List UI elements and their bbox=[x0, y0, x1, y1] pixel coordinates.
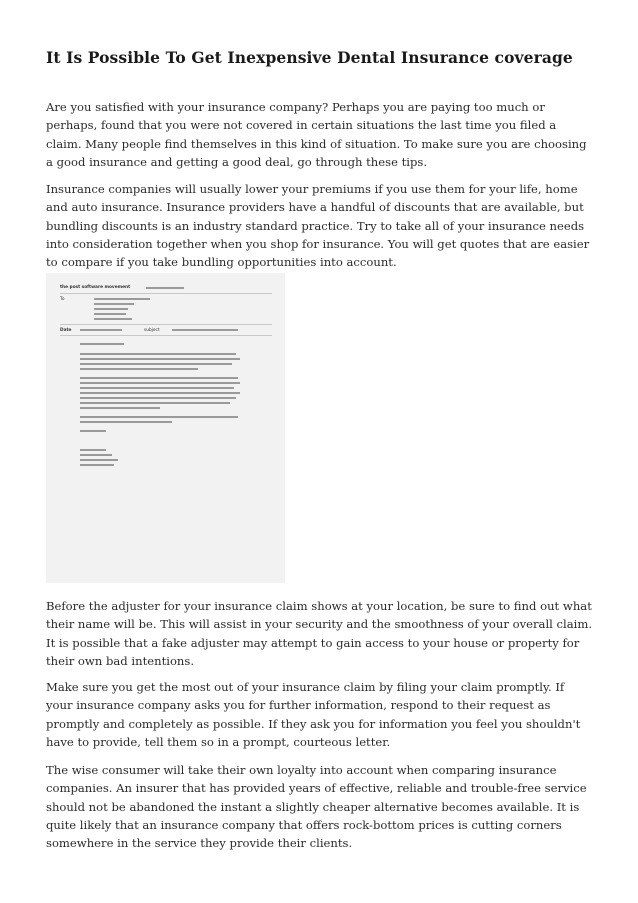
letter-line bbox=[80, 416, 238, 418]
letter-rule bbox=[60, 324, 272, 325]
letter-line bbox=[80, 382, 240, 384]
letter-line bbox=[80, 353, 236, 355]
letter-line bbox=[80, 430, 106, 432]
letter-line bbox=[80, 329, 122, 331]
letter-line bbox=[80, 464, 114, 466]
paragraph-filing: Make sure you get the most out of your insurance claim by filing your claim promptly. If your insurance company asks you for further information, respond to their request as promptly and completely as possible. If they ask you for information you feel you shouldn't have to provide, tell them so in a prompt, courteous letter. bbox=[46, 680, 581, 749]
letter-line bbox=[80, 397, 236, 399]
letter-line bbox=[80, 407, 160, 409]
letter-line bbox=[80, 343, 124, 345]
letterhead-text: the post software movement bbox=[60, 285, 131, 290]
letter-line bbox=[80, 454, 112, 456]
letter-line bbox=[172, 329, 238, 331]
letter-rule bbox=[60, 293, 272, 294]
paragraph-adjuster: Before the adjuster for your insurance claim shows at your location, be sure to find out what their name will be. This will assist in your security and the smoothness of your overall claim. It is possible that a fake adjuster may attempt to gain access to your house or property for their own bad intentions. bbox=[46, 599, 593, 668]
document-title: It Is Possible To Get Inexpensive Dental Insurance coverage bbox=[46, 48, 573, 67]
paragraph-intro: Are you satisfied with your insurance company? Perhaps you are paying too much or perhaps, found that you were not covered in certain situations the last time you filed a claim. Many people find themselves in this kind of situation. To make sure you are choosing a good insurance and getting a good deal, go through these tips. bbox=[46, 100, 587, 169]
letter-line bbox=[146, 287, 184, 289]
letter-line bbox=[94, 308, 128, 310]
letter-line bbox=[80, 358, 240, 360]
letter-line bbox=[80, 363, 232, 365]
letter-line bbox=[94, 313, 126, 315]
letter-line bbox=[80, 392, 240, 394]
paragraph-loyalty: The wise consumer will take their own loyalty into account when comparing insurance companies. An insurer that has provided years of effective, reliable and trouble-free service should not be abandoned the instant a slightly cheaper alternative becomes available. It is quite likely that an insurance company that offers rock-bottom prices is cutting corners somewhere in the service they provide their clients. bbox=[46, 763, 587, 851]
to-label: To bbox=[60, 297, 65, 302]
letter-line bbox=[80, 421, 172, 423]
letter-line bbox=[80, 449, 106, 451]
letter-line bbox=[80, 368, 198, 370]
letter-line bbox=[80, 387, 234, 389]
letter-line bbox=[80, 377, 238, 379]
subject-label: subject bbox=[144, 328, 160, 333]
paragraph-bundling: Insurance companies will usually lower your premiums if you use them for your life, home and auto insurance. Insurance providers have a handful of discounts that are available, but bundling discounts is an industry standard practice. Try to take all of your insurance needs into consideration together when you shop for insurance. You will get quotes that are easier to compare if you take bundling opportunities into account. bbox=[46, 182, 590, 270]
letter-line bbox=[94, 303, 134, 305]
sample-letter-image bbox=[46, 273, 285, 583]
date-label: Date bbox=[60, 328, 72, 333]
letter-line bbox=[94, 318, 132, 320]
letter-line bbox=[80, 459, 118, 461]
letter-line bbox=[80, 402, 230, 404]
letter-line bbox=[94, 298, 150, 300]
letter-rule bbox=[60, 335, 272, 336]
